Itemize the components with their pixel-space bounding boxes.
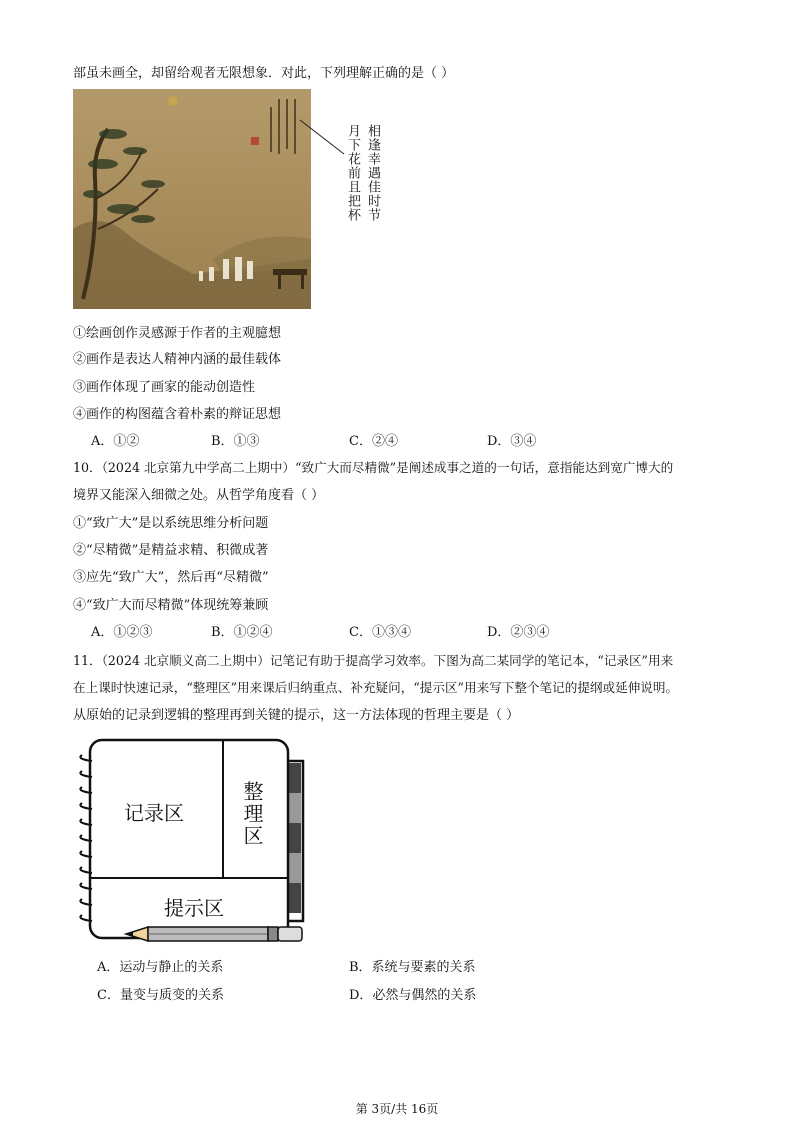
q11-option-b[interactable]: B．系统与要素的关系 (349, 960, 476, 975)
q10-statement-2: ②“尽精微”是精益求精、积微成著 (73, 543, 269, 558)
painting-drawing (73, 89, 311, 309)
q10-option-d[interactable]: D．②③④ (487, 625, 550, 640)
q10-option-b[interactable]: B．①②④ (211, 625, 273, 640)
q9-stem-tail: 部虽未画全，却留给观者无限想象．对此，下列理解正确的是（ ） (73, 66, 455, 81)
organize-zone-label: 整理区 (240, 781, 264, 847)
poem-column-2: 月下花前且把杯 (345, 124, 360, 222)
landscape-painting-image (73, 89, 311, 309)
pointer-line (298, 118, 348, 158)
q9-option-d[interactable]: D．③④ (487, 434, 537, 449)
q9-statement-2: ②画作是表达人精神内涵的最佳载体 (73, 352, 282, 367)
poem-column-1: 相逢幸遇佳时节 (365, 124, 380, 222)
q10-statement-3: ③应先“致广大”，然后再“尽精微” (73, 570, 269, 585)
q10-stem-line-2: 境界又能深入细微之处。从哲学角度看（ ） (73, 488, 325, 503)
q10-statement-1: ①“致广大”是以系统思维分析问题 (73, 516, 269, 531)
q11-option-a[interactable]: A．运动与静止的关系 (97, 960, 224, 975)
q9-statement-1: ①绘画创作灵感源于作者的主观臆想 (73, 326, 282, 341)
q10-statement-4: ④“致广大而尽精微”体现统筹兼顾 (73, 598, 269, 613)
q10-option-c[interactable]: C．①③④ (349, 625, 411, 640)
q11-stem-line-2: 在上课时快速记录，“整理区”用来课后归纳重点、补充疑问，“提示区”用来写下整个笔记的提纲或延伸说明。 (73, 680, 679, 695)
q11-option-d[interactable]: D．必然与偶然的关系 (349, 988, 477, 1003)
hint-zone-label: 提示区 (164, 896, 224, 920)
q9-statement-3: ③画作体现了画家的能动创造性 (73, 380, 256, 395)
q9-option-b[interactable]: B．①③ (211, 434, 260, 449)
q10-option-a[interactable]: A．①②③ (91, 625, 153, 640)
q11-stem-line-1: 11．（2024 北京顺义高二上期中）记笔记有助于提高学习效率。下图为高二某同学的笔记本，“记录区”用来 (73, 653, 674, 668)
q10-stem-line-1: 10．（2024 北京第九中学高二上期中）“致广大而尽精微”是阐述成事之道的一句话，意指能达到宽广博大的 (73, 460, 674, 475)
record-zone-label: 记录区 (124, 801, 184, 825)
notebook-illustration (78, 735, 308, 950)
q9-statement-4: ④画作的构图蕴含着朴素的辩证思想 (73, 407, 282, 422)
q11-stem-line-3: 从原始的记录到逻辑的整理再到关键的提示，这一方法体现的哲理主要是（ ） (73, 708, 520, 723)
q9-option-c[interactable]: C．②④ (349, 434, 398, 449)
q11-option-c[interactable]: C．量变与质变的关系 (97, 988, 224, 1003)
q9-option-a[interactable]: A．①② (91, 434, 140, 449)
page-number: 第 3页/共 16页 (355, 1102, 439, 1116)
